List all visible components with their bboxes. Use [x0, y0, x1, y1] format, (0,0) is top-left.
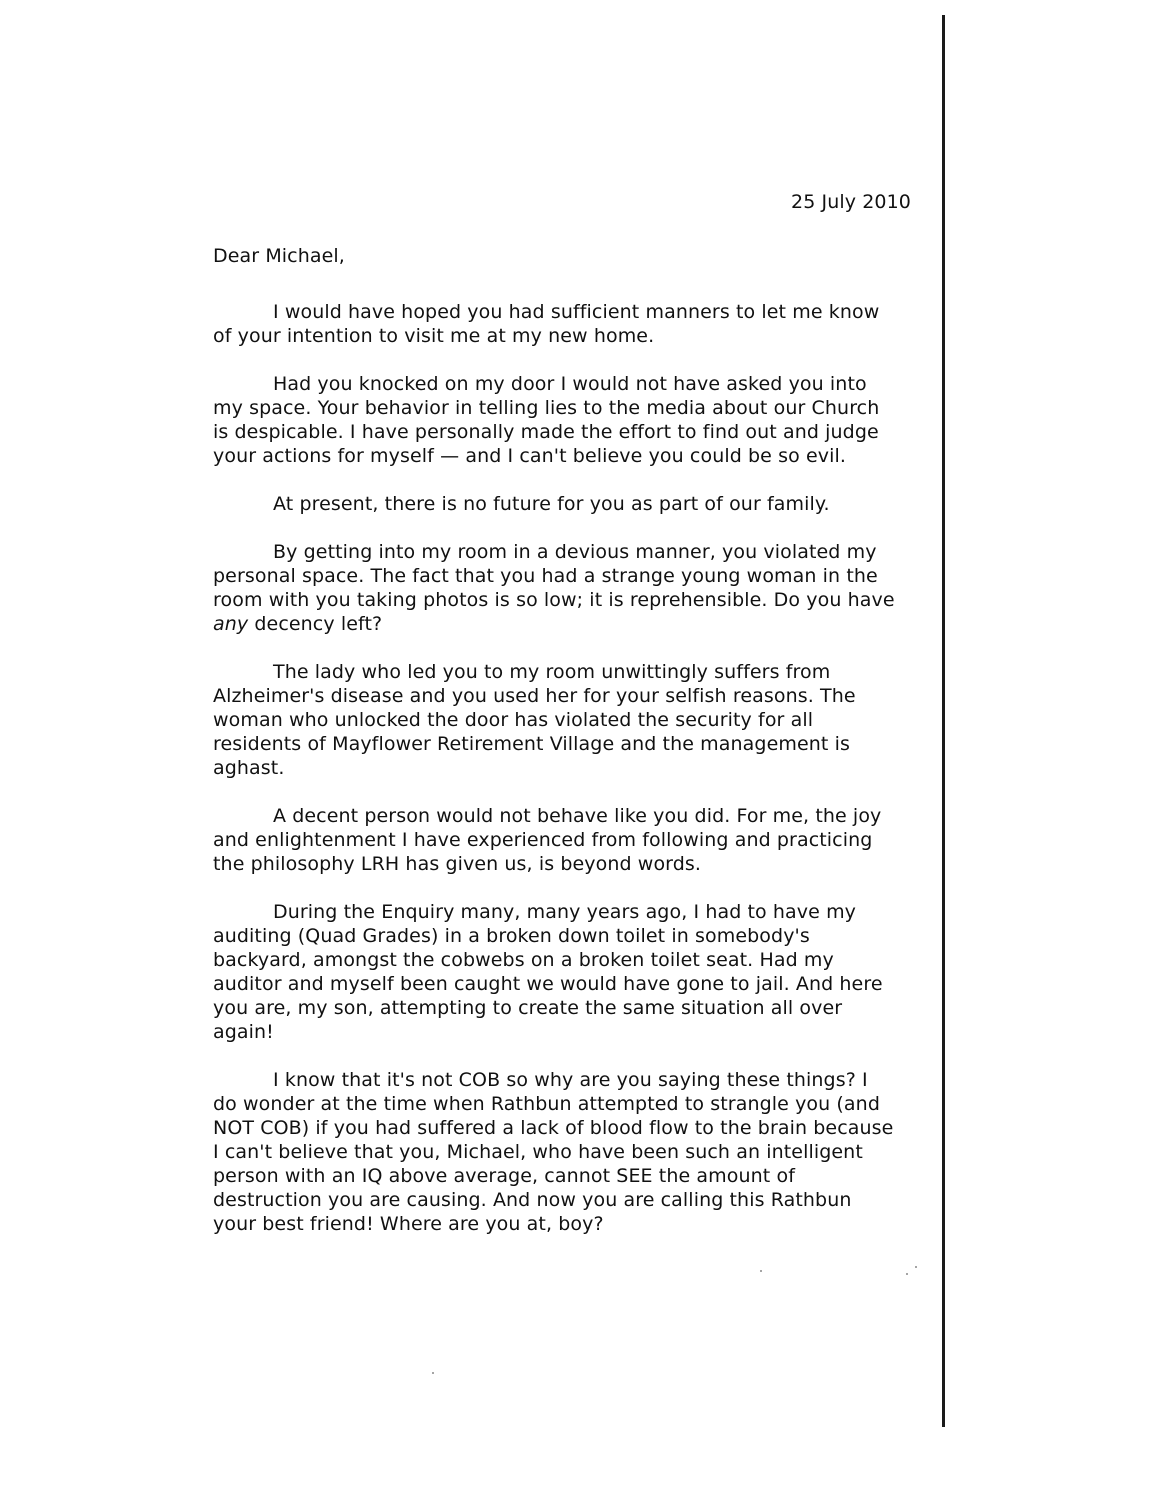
paragraph-8: I know that it's not COB so why are you saying these things? I do wonder at the time when Rathbun attempted to strangle you (and NOT COB) if you had suffered a lack of blood flow to the brain because I can't believe that you, Michael, who have been such an intelligent person with an IQ above average, cannot SEE the amount of destruction you are causing. And now you are calling this Rathbun your best friend! Where are you at, boy? [213, 1069, 894, 1235]
scan-speck [906, 1273, 908, 1275]
paragraph-5: The lady who led you to my room unwittingly suffers from Alzheimer's disease and you used her for your selfish reasons. The woman who unlocked the door has violated the security for all residents of Mayflower Retirement Village and the management is aghast. [213, 661, 856, 779]
scan-speck [432, 1372, 434, 1374]
paragraph-2: Had you knocked on my door I would not have asked you into my space. Your behavior in telling lies to the media about our Church is despicable. I have personally made the effort to find out and judge your actions for myself — and I can't believe you could be so evil. [213, 373, 880, 467]
letter-salutation: Dear Michael, [213, 245, 345, 267]
letter-date: 25 July 2010 [791, 191, 911, 213]
paragraph-4 [213, 540, 953, 636]
paragraph-7: During the Enquiry many, many years ago, I had to have my auditing (Quad Grades) in a broken down toilet in somebody's backyard, amongst the cobwebs on a broken toilet seat. Had my auditor and myself been caught we would have gone to jail. And here you are, my son, attempting to create the same situation all over again! [213, 901, 883, 1043]
scan-speck [915, 1266, 917, 1268]
letter-body [213, 190, 953, 1260]
paragraph-6: A decent person would not behave like you did. For me, the joy and enlightenment I have experienced from following and practicing the philosophy LRH has given us, is beyond words. [213, 805, 882, 875]
paragraph-3: At present, there is no future for you as part of our family. [273, 493, 830, 515]
paragraph-1: I would have hoped you had sufficient manners to let me know of your intention to visit me at my new home. [213, 301, 880, 347]
scan-speck [760, 1270, 762, 1272]
paragraph-4-tail: decency left? [248, 613, 383, 635]
paragraph-4-emphasis: any [213, 613, 249, 635]
paragraph-4-text: By getting into my room in a devious manner, you violated my personal space. The fact that you had a strange young woman in the room with you taking photos is so low; it is reprehensible. Do you have [213, 541, 895, 611]
